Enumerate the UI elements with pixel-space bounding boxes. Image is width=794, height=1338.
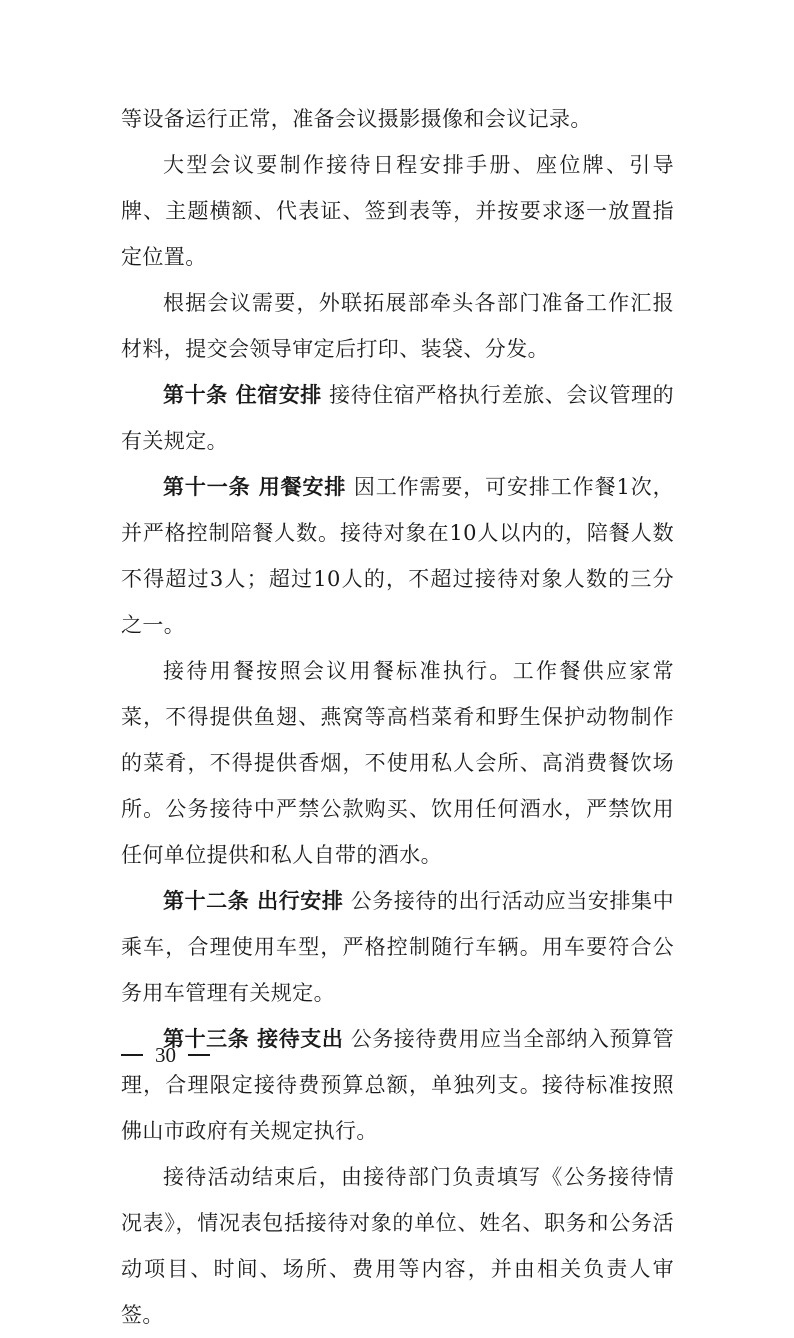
paragraph-text: 根据会议需要，外联拓展部牵头各部门准备工作汇报材料，提交会领导审定后打印、装袋、分发。 bbox=[121, 291, 674, 361]
paragraph-continuation bbox=[121, 96, 674, 142]
paragraph-reception-form bbox=[121, 1154, 674, 1338]
dash-right bbox=[188, 1054, 210, 1056]
article-text: 因工作需要，可安排工作餐1次，并严格控制陪餐人数。接待对象在10人以内的，陪餐人数不得超过3人；超过10人的，不超过接待对象人数的三分之一。 bbox=[121, 475, 674, 637]
article-10-accommodation bbox=[121, 372, 674, 464]
article-heading: 第十三条 接待支出 bbox=[163, 1027, 344, 1051]
page-number: 30 bbox=[155, 1042, 176, 1067]
article-text: 公务接待的出行活动应当安排集中乘车，合理使用车型，严格控制随行车辆。用车要符合公务用车管理有关规定。 bbox=[121, 889, 675, 1005]
article-11-meals bbox=[121, 464, 674, 648]
paragraph-meeting-materials bbox=[121, 142, 674, 280]
article-13-expenses bbox=[121, 1016, 674, 1154]
paragraph-text: 等设备运行正常，准备会议摄影摄像和会议记录。 bbox=[121, 107, 592, 131]
paragraph-report-materials bbox=[121, 280, 674, 372]
article-text: 公务接待费用应当全部纳入预算管理，合理限定接待费预算总额，单独列支。接待标准按照佛山市政府有关规定执行。 bbox=[121, 1027, 675, 1143]
article-heading: 第十一条 用餐安排 bbox=[163, 475, 347, 499]
article-text: 接待住宿严格执行差旅、会议管理的有关规定。 bbox=[121, 383, 674, 453]
article-12-travel bbox=[121, 878, 674, 1016]
paragraph-text: 接待活动结束后，由接待部门负责填写《公务接待情况表》，情况表包括接待对象的单位、姓名、职务和公务活动项目、时间、场所、费用等内容，并由相关负责人审签。 bbox=[121, 1165, 674, 1327]
page-footer bbox=[121, 1040, 210, 1070]
paragraph-text: 大型会议要制作接待日程安排手册、座位牌、引导牌、主题横额、代表证、签到表等，并按要求逐一放置指定位置。 bbox=[121, 153, 674, 269]
article-heading: 第十条 住宿安排 bbox=[163, 383, 322, 407]
paragraph-meal-standards bbox=[121, 648, 674, 878]
article-heading: 第十二条 出行安排 bbox=[163, 889, 344, 913]
paragraph-text: 接待用餐按照会议用餐标准执行。工作餐供应家常菜，不得提供鱼翅、燕窝等高档菜肴和野生保护动物制作的菜肴，不得提供香烟，不使用私人会所、高消费餐饮场所。公务接待中严禁公款购买、饮用任何酒水，严禁饮用任何单位提供和私人自带的酒水。 bbox=[121, 659, 674, 867]
document-body bbox=[121, 96, 674, 1338]
dash-left bbox=[121, 1054, 143, 1056]
